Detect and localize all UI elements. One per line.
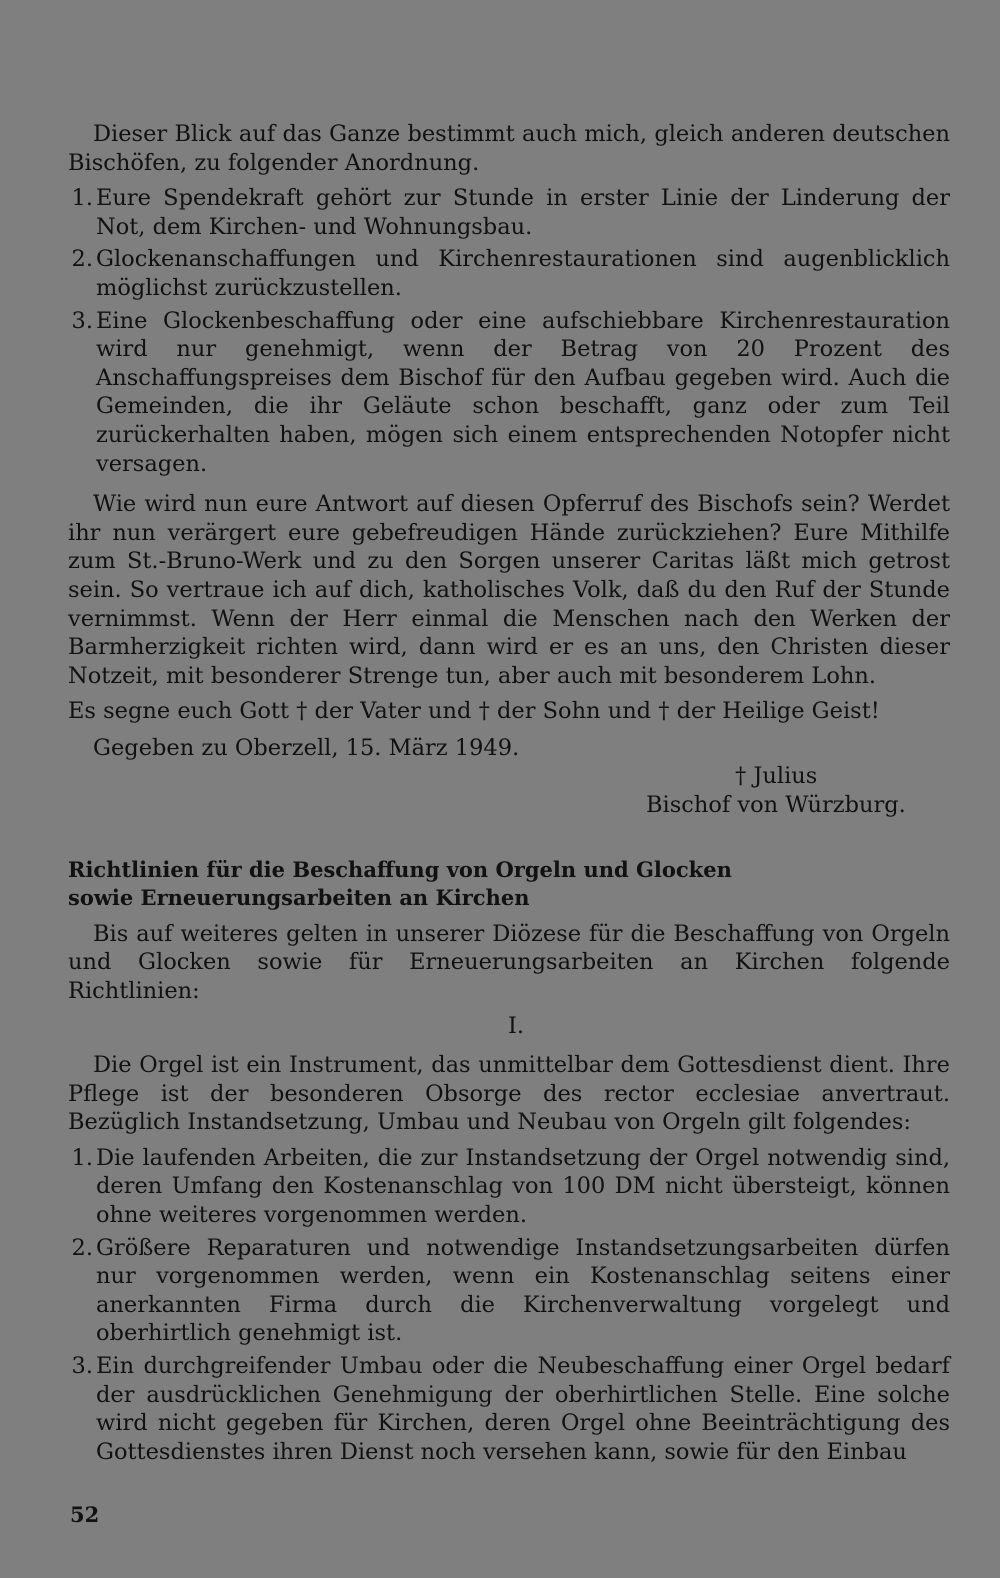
list-item (68, 307, 950, 479)
list-item-text: Die laufenden Arbeiten, die zur Instandsetzung der Orgel notwendig sind, deren Umfang den Kostenanschlag von 100 DM nicht übersteigt, können ohne weiteres vorgenommen werden. (96, 1144, 950, 1228)
signature-title: Bischof von Würzburg. (646, 792, 906, 819)
list-item-number: 3. (71, 1352, 93, 1379)
page-body (68, 120, 950, 1470)
appeal-paragraph: Wie wird nun eure Antwort auf diesen Opferruf des Bischofs sein? Werdet ihr nun verärgert eure gebefreudigen Hände zurückziehen? Eure Mithilfe zum St.-Bruno-Werk und zu den Sorgen unserer Caritas läßt mich getrost sein. So vertraue ich auf dich, katholisches Volk, daß du den Ruf der Stunde vernimmst. Wenn der Herr einmal die Menschen nach den Werken der Barmherzigkeit richten wird, dann wird er es an uns, den Christen dieser Notzeit, mit besonderer Strenge tun, aber auch mit besonderem Lohn. (68, 491, 950, 689)
section-intro-paragraph: Bis auf weiteres gelten in unserer Diözese für die Beschaffung von Orgeln und Glocken sowie für Erneuerungsarbeiten an Kirchen folgende Richtlinien: (68, 920, 950, 1004)
roman-numeral-heading: I. (508, 1013, 525, 1040)
list-item-number: 2. (71, 1234, 93, 1261)
signature-name: † Julius (735, 763, 818, 790)
orders-list (68, 184, 950, 478)
intro-paragraph: Dieser Blick auf das Ganze bestimmt auch mich, gleich anderen deutschen Bischöfen, zu folgender Anordnung. (68, 121, 950, 176)
list-item (68, 245, 950, 302)
section-heading-line: Richtlinien für die Beschaffung von Orgeln und Glocken (68, 856, 732, 882)
section-heading-line: sowie Erneuerungsarbeiten an Kirchen (68, 884, 530, 910)
date-line: Gegeben zu Oberzell, 15. März 1949. (93, 734, 520, 761)
organ-rules-list (68, 1144, 950, 1467)
list-item-text: Glockenanschaffungen und Kirchenrestaurationen sind augenblicklich möglichst zurückzustellen. (96, 246, 950, 301)
list-item-text: Ein durchgreifender Umbau oder die Neubeschaffung einer Orgel bedarf der ausdrücklichen Genehmigung der oberhirtlichen Stelle. Eine solche wird nicht gegeben für Kirchen, deren Orgel ohne Beeinträchtigung des Gottesdienstes ihren Dienst noch versehen kann, sowie für den Einbau (96, 1352, 950, 1465)
list-item (68, 1234, 950, 1348)
list-item-text: Eine Glockenbeschaffung oder eine aufschiebbare Kirchenrestauration wird nur genehmigt, wenn der Betrag von 20 Prozent des Anschaffungspreises dem Bischof für den Aufbau gegeben wird. Auch die Gemeinden, die ihr Geläute schon beschafft, ganz oder zum Teil zurückerhalten haben, mögen sich einem entsprechenden Notopfer nicht versagen. (96, 307, 950, 477)
section-heading (68, 856, 950, 912)
list-item-number: 2. (71, 246, 93, 273)
list-item-text: Eure Spendekraft gehört zur Stunde in erster Linie der Linderung der Not, dem Kirchen- und Wohnungsbau. (96, 185, 950, 240)
list-item (68, 184, 950, 241)
list-item-number: 1. (71, 1144, 93, 1171)
list-item-number: 1. (71, 185, 93, 212)
blessing-line: Es segne euch Gott † der Vater und † der Sohn und † der Heilige Geist! (68, 698, 880, 725)
organ-intro-paragraph: Die Orgel ist ein Instrument, das unmittelbar dem Gottesdienst dient. Ihre Pflege ist der besonderen Obsorge des rector ecclesiae anvertraut. Bezüglich Instandsetzung, Umbau und Neubau von Orgeln gilt folgendes: (68, 1052, 950, 1136)
list-item-text: Größere Reparaturen und notwendige Instandsetzungsarbeiten dürfen nur vorgenommen werden, wenn ein Kostenanschlag seitens einer anerkannten Firma durch die Kirchenverwaltung vorgelegt und oberhirtlich genehmigt ist. (96, 1234, 950, 1347)
page-number: 52 (70, 1502, 100, 1527)
list-item (68, 1352, 950, 1466)
list-item-number: 3. (71, 307, 93, 334)
list-item (68, 1144, 950, 1230)
